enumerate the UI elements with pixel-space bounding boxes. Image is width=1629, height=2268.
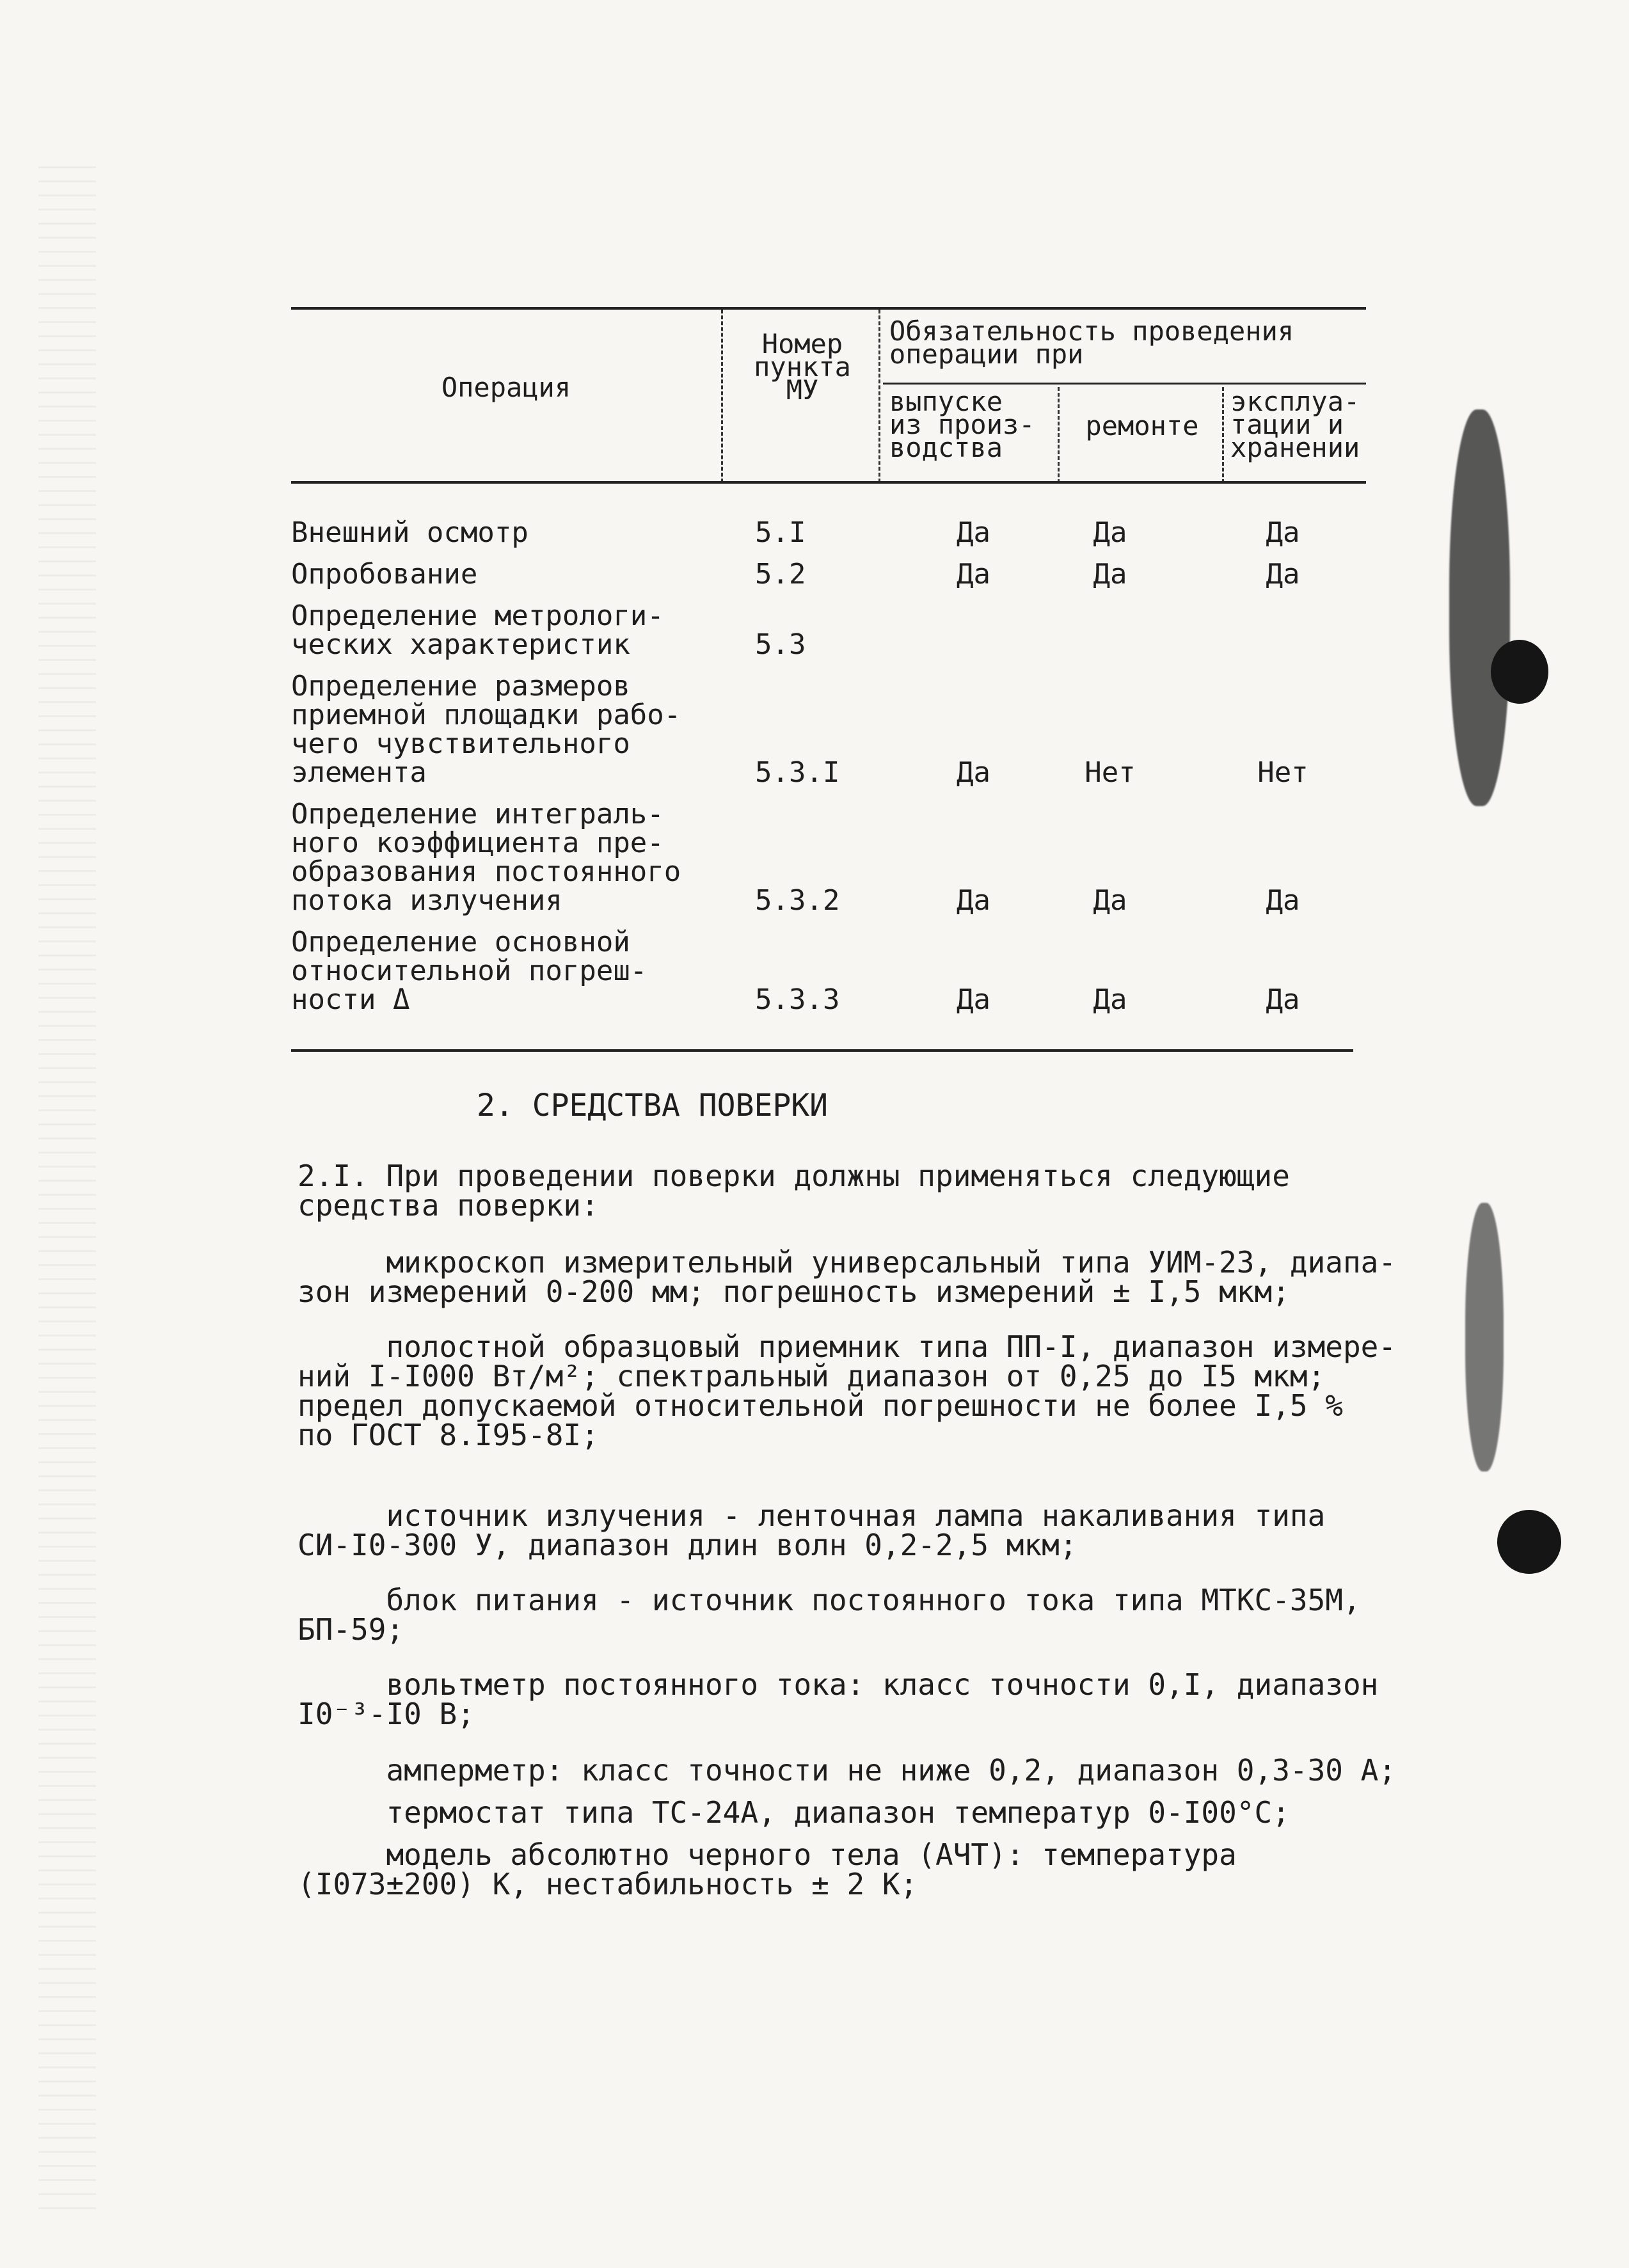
header-divider [1058,387,1060,483]
row-repair: Да [1093,516,1127,549]
row-repair: Да [1093,983,1127,1016]
header-divider [878,310,880,482]
row-repair: Да [1093,884,1127,917]
row-item: 5.2 [755,558,806,591]
header-subrule [883,383,1366,385]
header-divider [721,310,723,482]
section-intro: 2.I. При проведении поверки должны применяться следующие средства поверки: [298,1159,1290,1223]
header-operation-storage: эксплуа- тации и хранении [1230,386,1360,463]
header-mandatory: Обязательность проведения операции при [889,315,1294,370]
instrument-item: блок питания - источник постоянного тока типа МТКС-35М, БП-59; [298,1583,1361,1647]
row-storage: Да [1266,516,1300,549]
row-repair: Нет [1085,756,1136,789]
scan-smudge [1449,409,1510,806]
row-release: Да [957,884,990,917]
row-operation: Определение интеграль- ного коэффициента пре- образования постоянного потока излучения [291,798,681,917]
row-repair: Да [1093,558,1127,591]
table-top-rule [291,307,1366,310]
hole-punch-bottom [1497,1510,1561,1574]
header-item-number: Номер пункта МУ [754,328,851,406]
row-item: 5.I [755,516,806,549]
instrument-item: вольтметр постоянного тока: класс точности 0,I, диапазон I0⁻³-I0 В; [298,1667,1379,1731]
row-operation: Определение метрологи- ческих характеристик [291,599,664,661]
scan-edge-noise [38,166,96,2214]
row-operation: Определение размеров приемной площадки рабо- чего чувствительного элемента [291,670,681,789]
row-storage: Да [1266,884,1300,917]
row-operation: Определение основной относительной погреш- ности Δ [291,926,648,1016]
row-release: Да [957,516,990,549]
instrument-item: полостной образцовый приемник типа ПП-I, диапазон измере- ний I-I000 Вт/м²; спектральный диапазон от 0,25 до I5 мкм; предел допускаемой относительной погрешности не более I,5 % по ГОСТ 8.I95-8I; [298,1329,1397,1452]
operations-table [291,307,1366,1056]
row-item: 5.3.I [755,756,840,789]
instrument-item: модель абсолютно черного тела (АЧТ): температура (I073±200) К, нестабильность ± 2 К; [298,1837,1237,1901]
row-storage: Да [1266,558,1300,591]
row-storage: Да [1266,983,1300,1016]
row-item: 5.3.3 [755,983,840,1016]
section-title: 2. СРЕДСТВА ПОВЕРКИ [477,1088,829,1123]
header-release: выпуске из произ- водства [889,386,1035,463]
row-release: Да [957,756,990,789]
row-operation: Опробование [291,558,478,591]
instrument-item: источник излучения - ленточная лампа накаливания типа СИ-I0-300 У, диапазон длин волн 0,2-2,5 мкм; [298,1498,1326,1562]
header-operation: Операция [441,372,571,403]
row-operation: Внешний осмотр [291,516,528,549]
header-bottom-rule [291,481,1366,484]
row-item: 5.3 [755,628,806,661]
scan-smudge-mid [1465,1203,1504,1471]
instrument-item: амперметр: класс точности не ниже 0,2, диапазон 0,3-30 А; [298,1753,1397,1788]
row-release: Да [957,558,990,591]
section-intro-line1 [298,1159,1290,1223]
header-divider [1222,387,1224,483]
header-repair: ремонте [1085,410,1199,441]
row-item: 5.3.2 [755,884,840,917]
row-release: Да [957,983,990,1016]
table-bottom-rule [291,1049,1353,1052]
instrument-item: микроскоп измерительный универсальный типа УИМ-23, диапа- зон измерений 0-200 мм; погрешность измерений ± I,5 мкм; [298,1245,1397,1309]
instrument-item: термостат типа ТС-24А, диапазон температур 0-I00°С; [298,1795,1290,1830]
row-storage: Нет [1257,756,1308,789]
hole-punch-top [1491,640,1548,704]
